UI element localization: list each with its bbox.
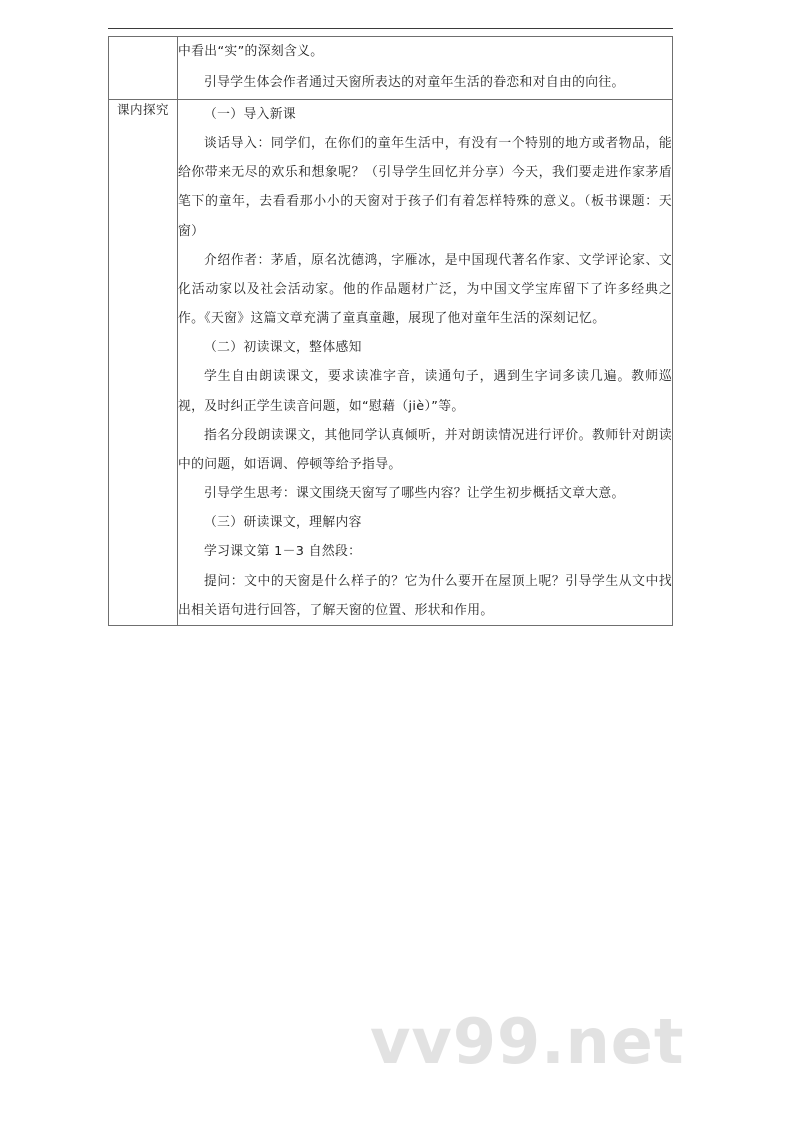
table-row xyxy=(109,99,673,625)
paragraph: （三）研读课文，理解内容 xyxy=(204,515,362,531)
row-content-cell xyxy=(178,37,673,100)
paragraph: 学习课文第 1－3 自然段： xyxy=(204,544,362,560)
paragraph: 学生自由朗读课文，要求读准字音，读通句子，遇到生字词多读几遍。教师巡视，及时纠正学生读音问题，如“慰藉（jiè）”等。 xyxy=(178,369,672,414)
lesson-plan-table xyxy=(108,36,673,626)
paragraph: 谈话导入：同学们，在你们的童年生活中，有没有一个特别的地方或者物品，能给你带来无尽的欢乐和想象呢？（引导学生回忆并分享）今天，我们要走进作家茅盾笔下的童年，去看看那小小的天窗对于孩子们有着怎样特殊的意义。（板书课题：天窗） xyxy=(178,136,672,239)
row-label-cell xyxy=(109,37,178,100)
paragraph: 中看出“实”的深刻含义。 xyxy=(178,44,324,59)
page-top-rule xyxy=(108,28,673,29)
paragraph: 引导学生思考：课文围绕天窗写了哪些内容？让学生初步概括文章大意。 xyxy=(204,486,625,502)
table-body xyxy=(109,37,673,626)
paragraph: 指名分段朗读课文，其他同学认真倾听，并对朗读情况进行评价。教师针对朗读中的问题，如语调、停顿等给予指导。 xyxy=(178,427,672,472)
paragraph: 提问：文中的天窗是什么样子的？它为什么要开在屋顶上呢？引导学生从文中找出相关语句进行回答，了解天窗的位置、形状和作用。 xyxy=(178,573,672,618)
paragraph: 介绍作者：茅盾，原名沈德鸿，字雁冰，是中国现代著名作家、文学评论家、文化活动家以及社会活动家。他的作品题材广泛，为中国文学宝库留下了许多经典之作。《天窗》这篇文章充满了童真童趣，展现了他对童年生活的深刻记忆。 xyxy=(178,252,672,327)
watermark: vv99.net xyxy=(370,1005,685,1078)
paragraph: 引导学生体会作者通过天窗所表达的对童年生活的眷恋和对自由的向往。 xyxy=(204,74,625,90)
paragraph: （二）初读课文，整体感知 xyxy=(204,340,362,356)
row-content-cell xyxy=(178,99,673,625)
paragraph: （一）导入新课 xyxy=(204,106,297,122)
table-row xyxy=(109,37,673,100)
row-label-cell: 课内探究 xyxy=(109,99,178,625)
